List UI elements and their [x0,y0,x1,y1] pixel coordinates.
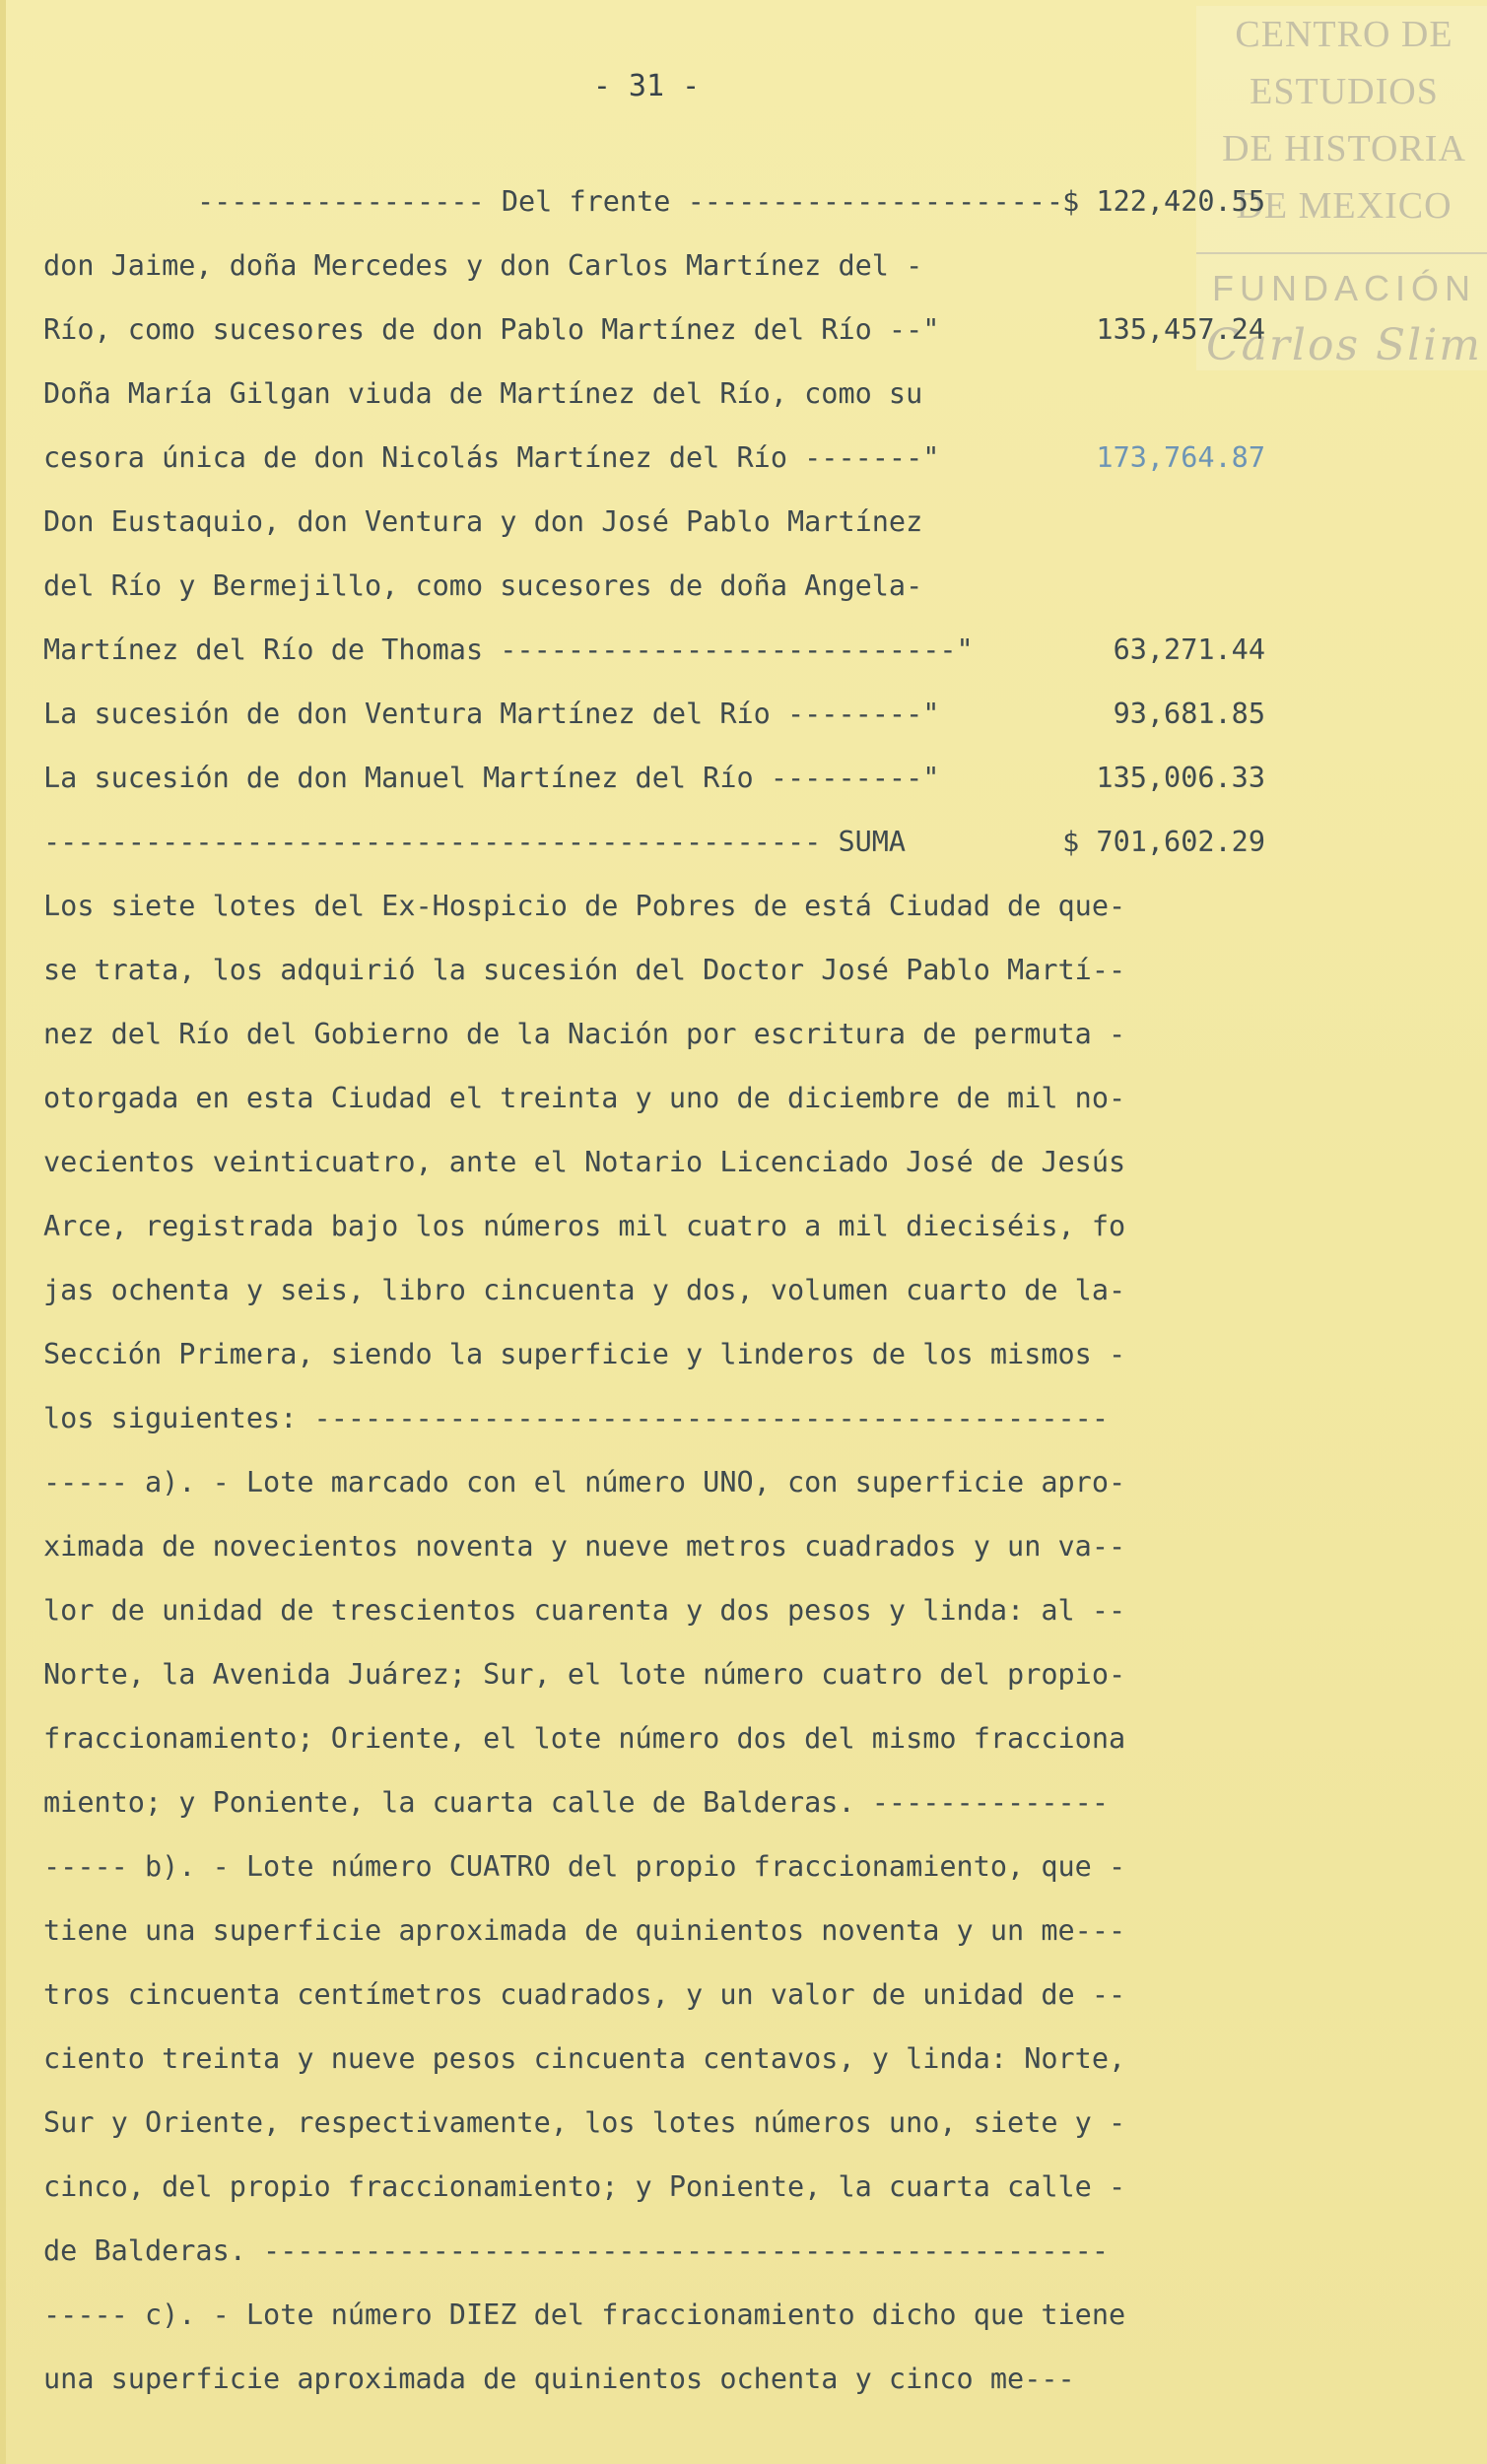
text-line [43,1834,1265,1898]
leader-dashes [975,169,1060,233]
text-line [43,2347,1265,2411]
text-line [43,1450,1265,1514]
watermark-line: ESTUDIOS [1250,71,1439,112]
line-text: Arce, registrada bajo los números mil cuatro a mil dieciséis, fo [43,1210,1126,1242]
text-line [43,1770,1265,1834]
sum-amount: $ 701,602.29 [1062,810,1265,874]
text-line [43,233,1265,298]
text-line [43,1386,1265,1450]
line-amount: 135,457.24 [1096,313,1265,346]
line-text: La sucesión de don Manuel Martínez del Río ---------" [43,762,940,794]
line-text: cesora única de don Nicolás Martínez del Río -------" [43,441,940,474]
amount-line [43,426,1265,490]
text-line [43,490,1265,554]
line-text: tros cincuenta centímetros cuadrados, y un valor de unidad de -- [43,1978,1126,2011]
text-line [43,1898,1265,1963]
line-text: una superficie aproximada de quinientos ochenta y cinco me--- [43,2363,1075,2395]
line-text: cinco, del propio fraccionamiento; y Poniente, la cuarta calle - [43,2170,1126,2203]
amount-line [43,618,1265,682]
line-text: ----------------- Del frente ----------------- [197,185,976,218]
line-text: otorgada en esta Ciudad el treinta y uno de diciembre de mil no- [43,1082,1126,1114]
text-line [43,2219,1265,2283]
line-text: jas ochenta y seis, libro cincuenta y dos, volumen cuarto de la- [43,1274,1126,1306]
text-line [43,1642,1265,1706]
text-line [43,554,1265,618]
text-line [43,1578,1265,1642]
line-text: vecientos veinticuatro, ante el Notario Licenciado José de Jesús [43,1146,1126,1178]
amount-line [43,682,1265,746]
text-line [43,2155,1265,2219]
watermark-line: DE HISTORIA [1222,128,1466,169]
watermark-signature: Carlos Slim [1205,320,1483,370]
line-text: Martínez del Río de Thomas ---------------------------" [43,633,974,666]
line-text: ----- a). - Lote marcado con el número UNO, con superficie apro- [43,1466,1126,1498]
watermark-line: CENTRO DE [1235,14,1453,55]
line-text: se trata, los adquirió la sucesión del Doctor José Pablo Martí-- [43,954,1126,986]
text-line [43,1130,1265,1194]
line-text: nez del Río del Gobierno de la Nación por escritura de permuta - [43,1018,1126,1050]
text-line [43,1514,1265,1578]
line-text: ----- b). - Lote número CUATRO del propio fraccionamiento, que - [43,1850,1126,1883]
line-text: los siguientes: ----------------------------------------------- [43,1402,1109,1434]
line-text: Río, como sucesores de don Pablo Martínez del Río --" [43,313,940,346]
line-text: fraccionamiento; Oriente, el lote número dos del mismo fracciona [43,1722,1126,1755]
text-line [43,362,1265,426]
text-line [43,2283,1265,2347]
line-text: de Balderas. -------------------------------------------------- [43,2234,1109,2267]
line-text: Sección Primera, siendo la superficie y linderos de los mismos - [43,1338,1126,1370]
text-line [43,1066,1265,1130]
line-amount: 63,271.44 [1113,633,1265,666]
line-text: Sur y Oriente, respectivamente, los lotes números uno, siete y - [43,2106,1126,2139]
line-text: Doña María Gilgan viuda de Martínez del Río, como su [43,377,923,410]
line-amount: 135,006.33 [1096,746,1265,810]
carried-forward-line [43,169,1265,233]
text-line [43,2027,1265,2091]
line-amount: 173,764.87 [1096,441,1265,474]
line-text: Don Eustaquio, don Ventura y don José Pablo Martínez [43,505,923,538]
line-text: lor de unidad de trescientos cuarenta y dos pesos y linda: al -- [43,1594,1126,1627]
line-text: miento; y Poniente, la cuarta calle de Balderas. -------------- [43,1786,1109,1819]
text-line [43,874,1265,938]
watermark-line: DE MEXICO [1236,185,1453,227]
text-line [43,2091,1265,2155]
text-line [43,1258,1265,1322]
line-text: La sucesión de don Ventura Martínez del Río --------" [43,698,940,730]
text-line [43,1963,1265,2027]
line-text: ----- c). - Lote número DIEZ del fraccionamiento dicho que tiene [43,2298,1126,2331]
line-amount: 93,681.85 [1113,698,1265,730]
amount-line [43,746,1265,810]
line-text: ---------------------------------------------- SUMA [43,826,907,858]
text-line [43,1322,1265,1386]
line-text: tiene una superficie aproximada de quinientos noventa y un me--- [43,1914,1126,1947]
document-body [43,169,1265,2411]
line-text: ciento treinta y nueve pesos cincuenta centavos, y linda: Norte, [43,2042,1126,2075]
text-line [43,938,1265,1002]
text-line [43,1194,1265,1258]
line-text: ximada de novecientos noventa y nueve metros cuadrados y un va-- [43,1530,1126,1563]
line-text: don Jaime, doña Mercedes y don Carlos Martínez del - [43,249,923,282]
amount-line [43,298,1265,362]
line-text: Norte, la Avenida Juárez; Sur, el lote número cuatro del propio- [43,1658,1126,1691]
page-number: - 31 - [592,69,701,103]
line-amount: $ 122,420.55 [1062,185,1265,218]
line-text: Los siete lotes del Ex-Hospicio de Pobres de está Ciudad de que- [43,890,1126,922]
text-line [43,1706,1265,1770]
line-text: del Río y Bermejillo, como sucesores de doña Angela- [43,569,923,602]
text-line [43,1002,1265,1066]
watermark-foundation: FUNDACIÓN [1196,252,1487,317]
sum-line [43,810,1265,874]
